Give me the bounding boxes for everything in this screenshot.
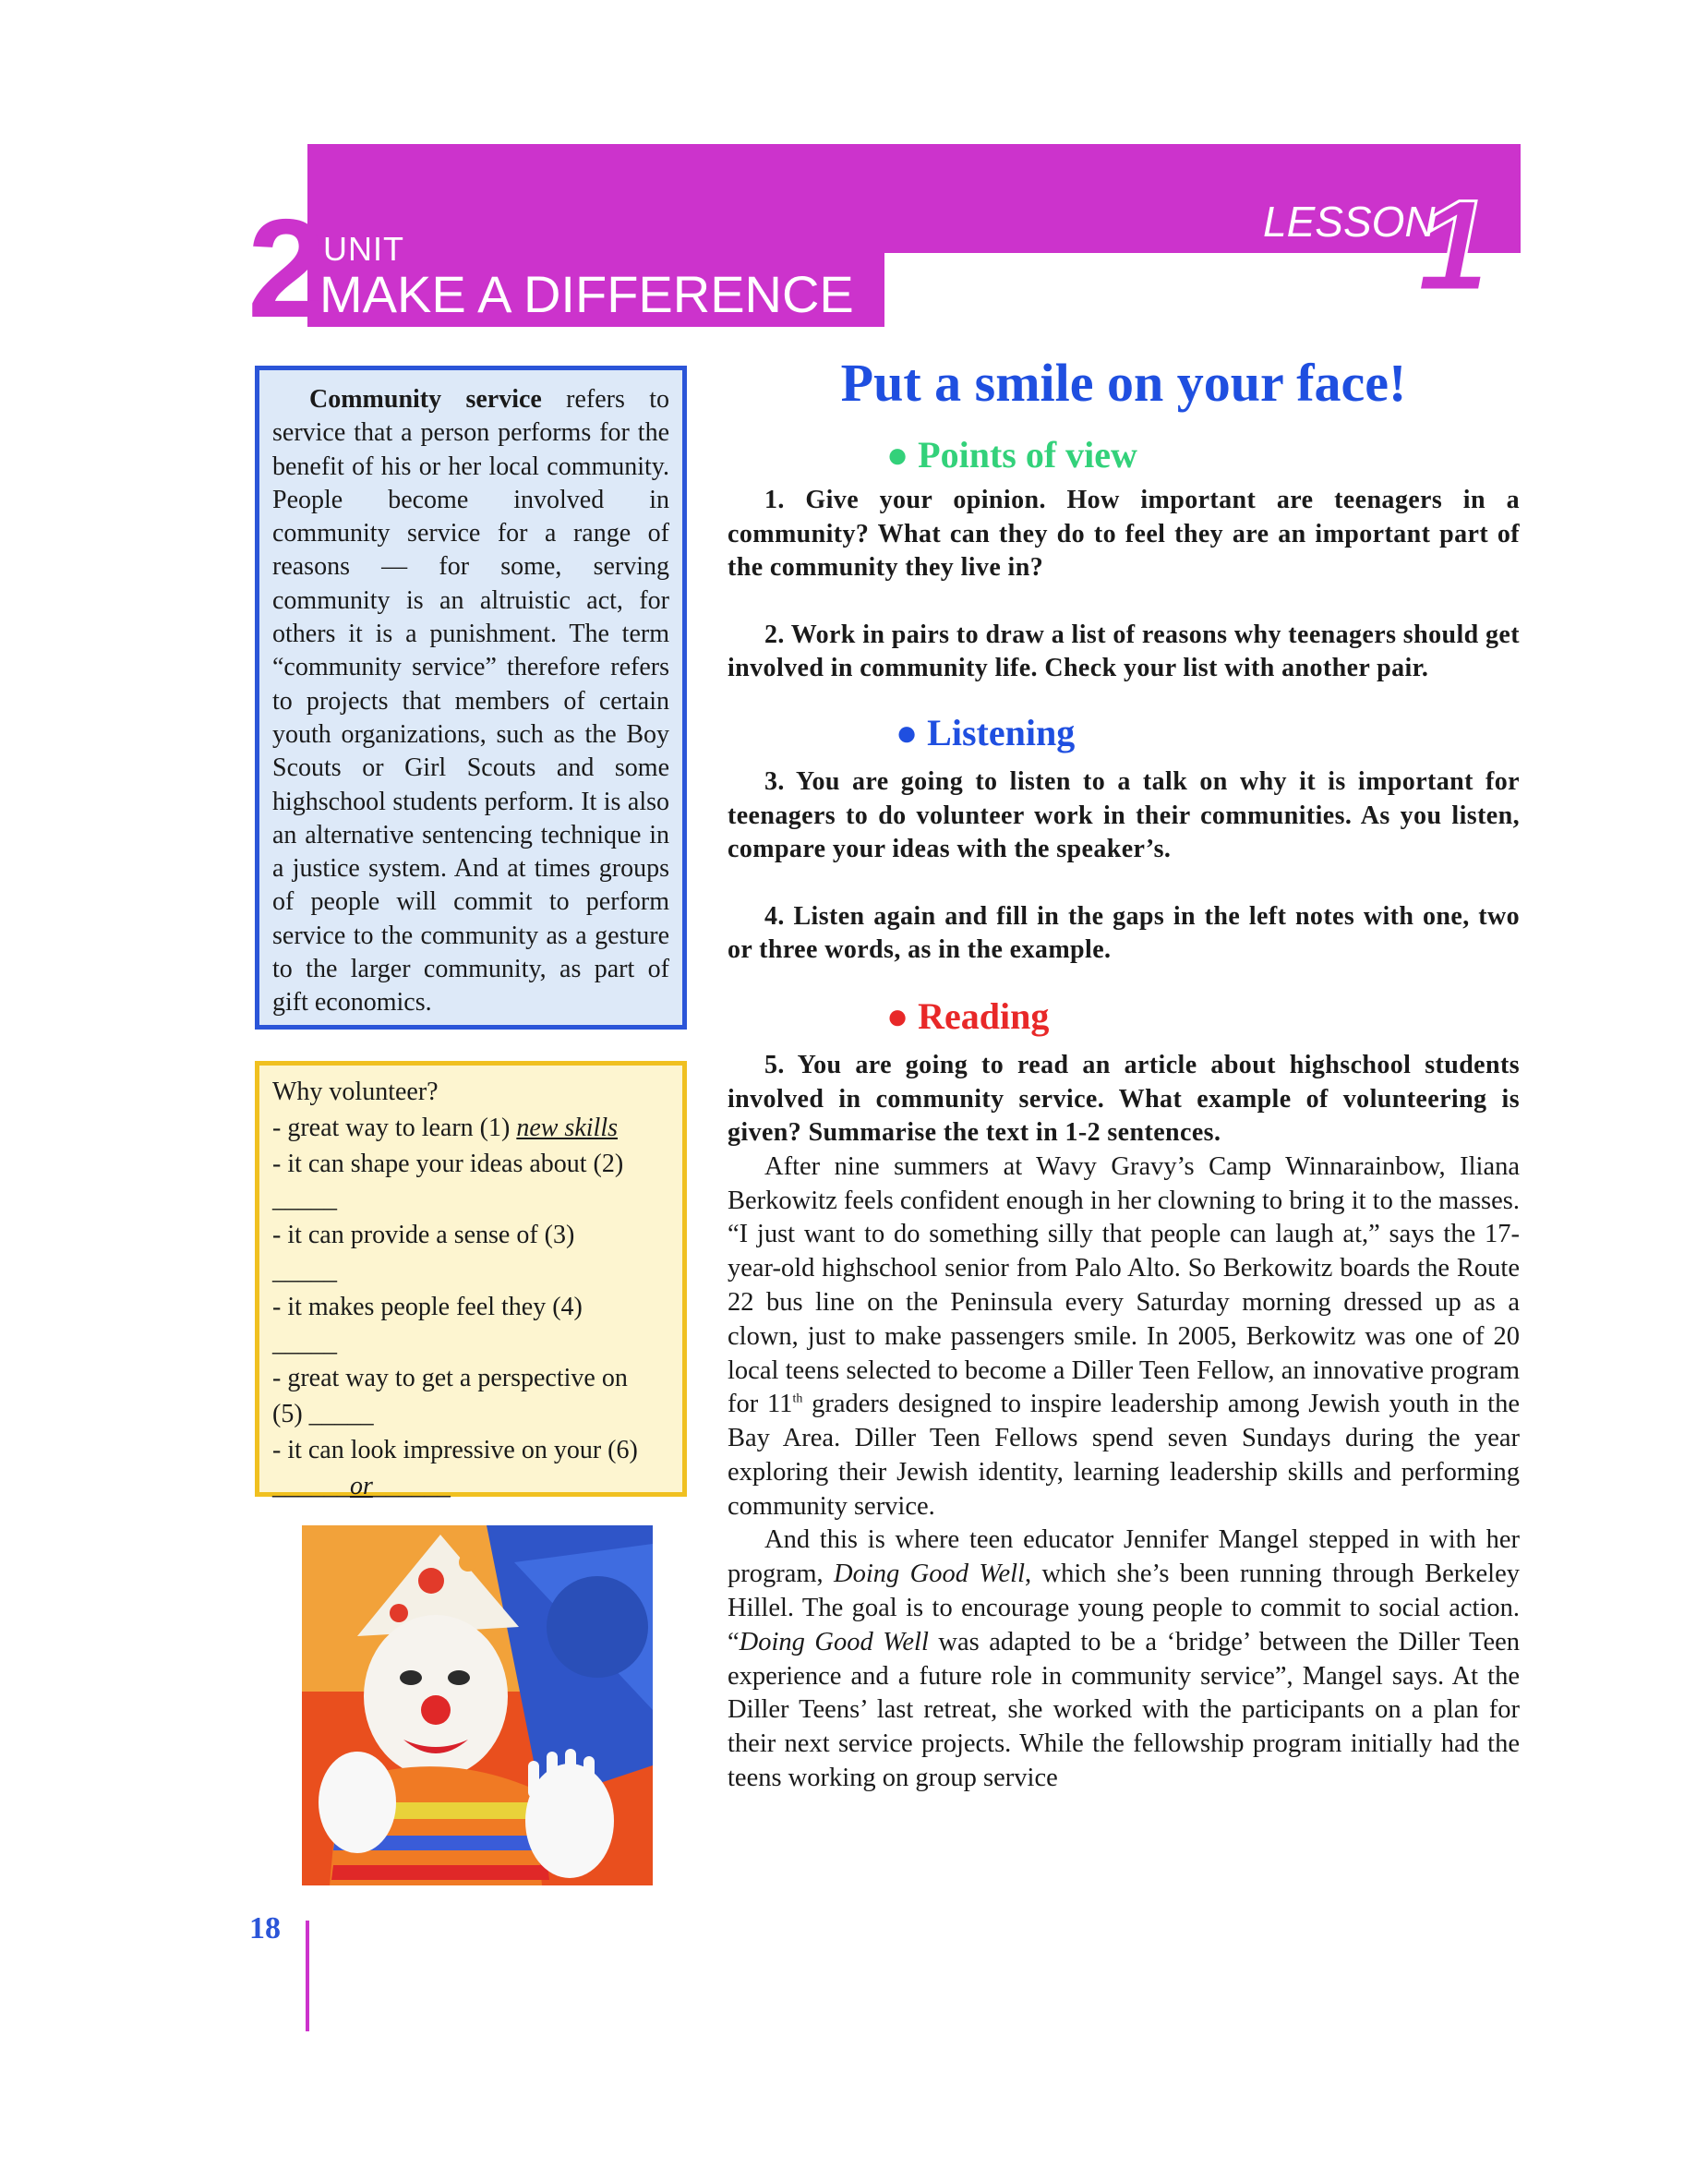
article-text: graders designed to inspire leadership among Jewish youth in the Bay Area. Diller Teen Fellows spend seven Sundays during the year exploring their Jewish identity, learning leadership skills and performing community service.	[728, 1390, 1520, 1521]
note-line	[272, 1111, 669, 1147]
note-line: - great way to get a perspective on	[272, 1364, 628, 1393]
unit-number: 2	[247, 190, 320, 347]
article-text: And this is where teen educator Jennifer Mangel stepped in with her program,	[728, 1525, 1520, 1589]
article-paragraph-1	[728, 1150, 1520, 1524]
page-rule	[306, 1921, 309, 2031]
program-name: Doing Good Well	[834, 1560, 1025, 1589]
note-line: - it can look impressive on your (6)	[272, 1435, 638, 1464]
section-points-of-view: ● Points of view	[886, 434, 1137, 476]
task-1: 1. Give your opinion. How important are teenagers in a community? What can they do to feel they are an important part of the community they live in?	[728, 486, 1520, 583]
lesson-label: LESSON	[1263, 198, 1436, 246]
note-gap: _____	[272, 1185, 337, 1214]
note-text: - great way to learn (1)	[272, 1113, 517, 1142]
program-name: Doing Good Well	[739, 1627, 929, 1656]
task-5: 5. You are going to read an article about highschool students involved in community service. What example of volunteering is given? Summarise the text in 1-2 sentences.	[728, 1050, 1520, 1148]
note-gap	[272, 1469, 669, 1505]
note-gap: _____	[272, 1328, 337, 1357]
article-text: was adapted to be a ‘bridge’ between the Diller Teen experience and a future role in community service”, Mangel says. At the Diller Teens’ last retreat, she worked with the participants on a plan for their next service projects. While the fellowship program initially had the teens working on group service	[728, 1627, 1520, 1793]
notes-box	[255, 1061, 687, 1500]
info-body: refers to service that a person performs for the benefit of his or her local community. People become involved in community service for a range of reasons — for some, serving community is an altruistic act, for others it is a punishment. The term “community service” therefore refers to projects that members of certain youth organizations, such as the Boy Scouts or Girl Scouts and some highschool students perform. It is also an alternative sentencing technique in a justice system. And at times groups of people will commit to perform service to the community as a gesture to the larger community, as part of gift economics.	[272, 385, 669, 1018]
note-or: or	[350, 1471, 373, 1500]
note-gap: _____	[272, 1256, 337, 1285]
main-content	[728, 351, 1520, 1796]
clown-photo	[302, 1525, 653, 1885]
unit-label: UNIT	[323, 230, 404, 268]
note-answer: new skills	[516, 1113, 618, 1142]
notes-title: Why volunteer?	[272, 1078, 439, 1106]
section-reading: ● Reading	[886, 994, 1050, 1037]
note-blank: ______	[272, 1471, 350, 1500]
article-paragraph-2	[728, 1524, 1520, 1795]
lesson-number: 1	[1417, 173, 1489, 318]
article-text: , which she’s been running through Berkeley Hillel. The goal is to encourage young people to commit to social action. “	[728, 1560, 1520, 1656]
section-listening: ● Listening	[896, 711, 1076, 753]
info-term: Community service	[309, 385, 542, 414]
article-text: After nine summers at Wavy Gravy’s Camp Winnarainbow, Iliana Berkowitz feels confident enough in her clowning to bring it to the masses. “I just want to do something silly that people can laugh at,” says the 17-year-old highschool senior from Palo Alto. So Berkowitz boards the Route 22 bus line on the Peninsula every Saturday morning dressed up as a clown, just to make passengers smile. In 2005, Berkowitz was one of 20 local teens selected to become a Diller Teen Fellow, an innovative program for 11	[728, 1151, 1520, 1419]
note-gap: (5) _____	[272, 1400, 374, 1429]
note-blank: ______	[372, 1471, 451, 1500]
note-line: - it can shape your ideas about (2)	[272, 1149, 624, 1178]
info-text	[272, 383, 669, 1020]
task-4: 4. Listen again and fill in the gaps in the left notes with one, two or three words, as in the example.	[728, 901, 1520, 965]
unit-title: MAKE A DIFFERENCE	[319, 265, 854, 323]
note-line: - it makes people feel they (4)	[272, 1292, 583, 1321]
info-box	[255, 366, 687, 1030]
page-number: 18	[249, 1911, 281, 1945]
main-title: Put a smile on your face!	[840, 353, 1407, 413]
task-3: 3. You are going to listen to a talk on why it is important for teenagers to do volunteer work in their communities. As you listen, compare your ideas with the speaker’s.	[728, 766, 1520, 864]
note-line: - it can provide a sense of (3)	[272, 1221, 575, 1250]
superscript: th	[792, 1391, 803, 1406]
task-2: 2. Work in pairs to draw a list of reasons why teenagers should get involved in community life. Check your list with another pair.	[728, 620, 1520, 683]
